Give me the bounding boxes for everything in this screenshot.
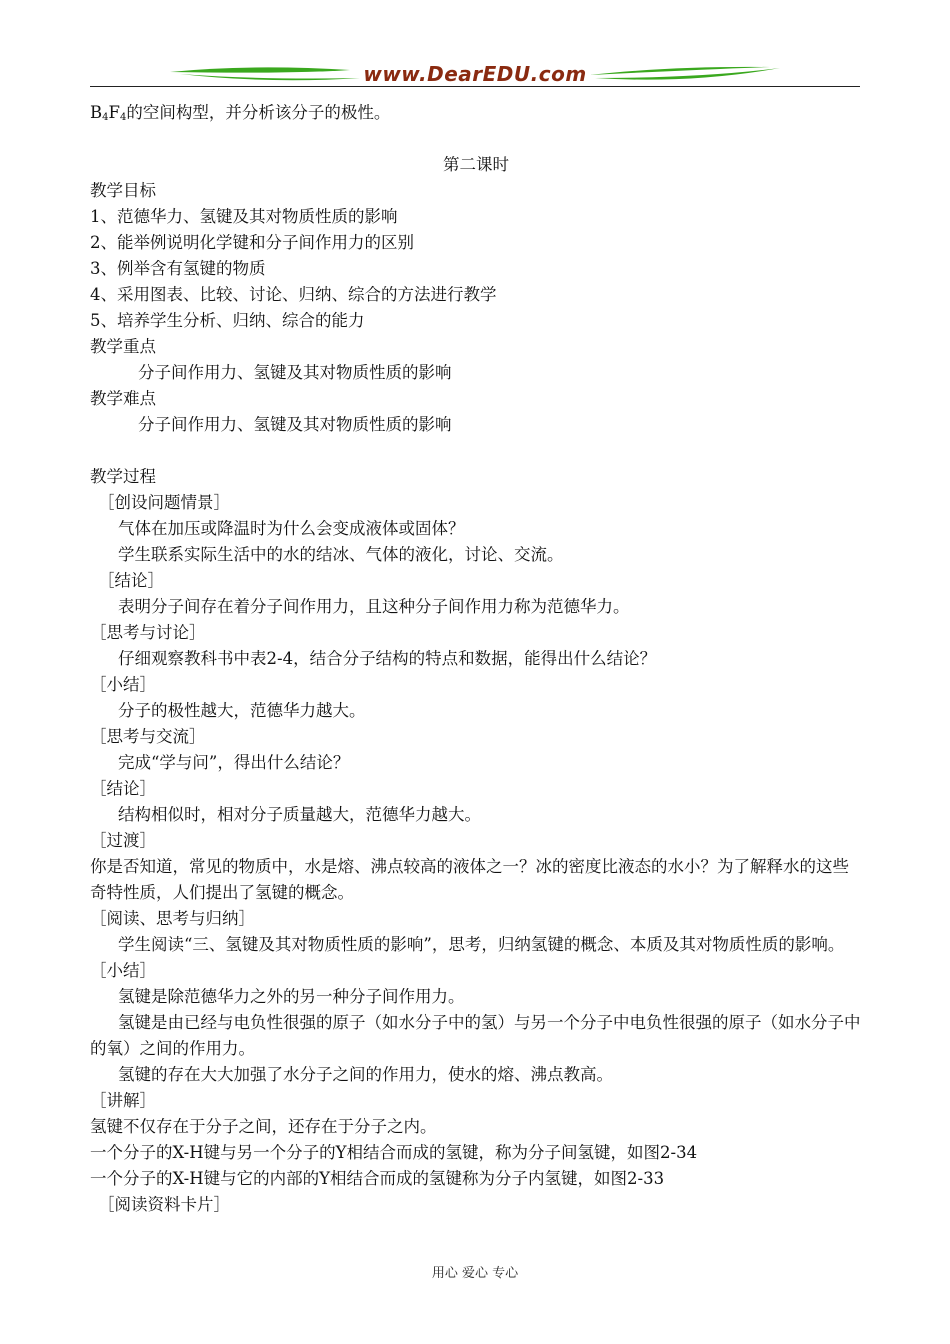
process-bracket-label: ［结论］: [90, 779, 156, 798]
process-bracket-label: ［过渡］: [90, 831, 156, 850]
intro-line: $B_4F_4$的空间构型，并分析该分子的极性。: [90, 103, 391, 123]
process-bracket-label: ［阅读、思考与归纳］: [90, 909, 255, 928]
key-point-heading: 教学重点: [90, 337, 156, 356]
process-paragraph: 氢键是除范德华力之外的另一种分子间作用力。: [118, 987, 465, 1006]
difficulty-heading: 教学难点: [90, 389, 156, 408]
process-paragraph: 结构相似时，相对分子质量越大，范德华力越大。: [118, 805, 481, 824]
goal-item: 2、能举例说明化学键和分子间作用力的区别: [90, 233, 414, 252]
process-bracket-label: ［创设问题情景］: [98, 493, 230, 512]
goal-item: 1、范德华力、氢键及其对物质性质的影响: [90, 207, 398, 226]
process-paragraph: 你是否知道，常见的物质中，水是熔、沸点较高的液体之一？冰的密度比液态的水小？为了解释水的这些奇特性质，人们提出了氢键的概念。: [90, 857, 849, 902]
site-logo-text[interactable]: www.DearEDU.com: [363, 62, 587, 86]
difficulty-text: 分子间作用力、氢键及其对物质性质的影响: [138, 415, 452, 434]
process-bracket-label: ［讲解］: [90, 1091, 156, 1110]
process-paragraph: 学生联系实际生活中的水的结冰、气体的液化，讨论、交流。: [118, 545, 564, 564]
goals-heading: 教学目标: [90, 181, 156, 200]
page-footer: 用心 爱心 专心: [431, 1266, 519, 1281]
header-divider: [90, 86, 860, 87]
process-paragraph: 氢键不仅存在于分子之间，还存在于分子之内。: [90, 1117, 437, 1136]
process-paragraph: 氢键是由已经与电负性很强的原子（如水分子中的氢）与另一个分子中电负性很强的原子（如水分子中的氧）之间的作用力。: [90, 1013, 861, 1058]
process-bracket-label: ［思考与讨论］: [90, 623, 206, 642]
process-paragraph: 一个分子的X-H键与另一个分子的Y相结合而成的氢键，称为分子间氢键，如图2-34: [90, 1143, 698, 1162]
process-paragraph: 仔细观察教科书中表2-4，结合分子结构的特点和数据，能得出什么结论？: [118, 649, 657, 668]
goal-item: 5、培养学生分析、归纳、综合的能力: [90, 311, 365, 330]
process-bracket-label: ［小结］: [90, 675, 156, 694]
process-paragraph: 氢键的存在大大加强了水分子之间的作用力，使水的熔、沸点教高。: [118, 1065, 613, 1084]
process-paragraph: 一个分子的X-H键与它的内部的Y相结合而成的氢键称为分子内氢键，如图2-33: [90, 1169, 665, 1188]
process-bracket-label: ［结论］: [98, 571, 164, 590]
process-paragraph: 表明分子间存在着分子间作用力，且这种分子间作用力称为范德华力。: [118, 597, 630, 616]
process-bracket-label: ［思考与交流］: [90, 727, 206, 746]
process-paragraph: 气体在加压或降温时为什么会变成液体或固体？: [118, 519, 465, 538]
document-body: [90, 100, 862, 1218]
process-paragraph: 学生阅读“三、氢键及其对物质性质的影响”，思考，归纳氢键的概念、本质及其对物质性质的影响。: [118, 935, 845, 954]
process-paragraph: 完成“学与问”，得出什么结论？: [118, 753, 350, 772]
goal-item: 3、例举含有氢键的物质: [90, 259, 266, 278]
section-title: 第二课时: [443, 155, 509, 174]
goal-item: 4、采用图表、比较、讨论、归纳、综合的方法进行教学: [90, 285, 497, 304]
process-bracket-label: ［小结］: [90, 961, 156, 980]
key-point-text: 分子间作用力、氢键及其对物质性质的影响: [138, 363, 452, 382]
process-heading: 教学过程: [90, 467, 156, 486]
process-bracket-label: ［阅读资料卡片］: [98, 1195, 230, 1214]
process-paragraph: 分子的极性越大，范德华力越大。: [118, 701, 366, 720]
